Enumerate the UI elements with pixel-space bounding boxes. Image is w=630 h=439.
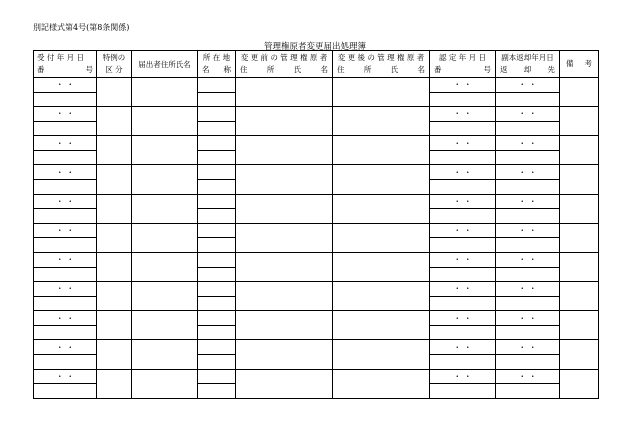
header-remarks (560, 51, 599, 78)
header-location-l1: 所 在 地 (202, 53, 231, 62)
header-after-change (333, 51, 430, 78)
certification-date-cell-lower[interactable] (430, 296, 496, 311)
certification-date-cell[interactable]: ・ ・ (430, 340, 496, 355)
special-category-cell[interactable] (97, 252, 132, 281)
after-change-cell[interactable] (333, 78, 430, 107)
entry-row (34, 369, 599, 384)
location-cell[interactable] (198, 282, 236, 297)
special-category-cell[interactable] (97, 369, 132, 398)
after-change-cell[interactable] (333, 252, 430, 281)
notifier-cell[interactable] (132, 107, 198, 136)
entry-row (34, 78, 599, 93)
location-cell-lower[interactable] (198, 325, 236, 340)
special-category-cell[interactable] (97, 136, 132, 165)
certification-date-cell-lower[interactable] (430, 180, 496, 195)
header-cert-l1: 認 定 年 月 日 (438, 53, 487, 62)
copy-return-date-cell[interactable]: ・ ・ (496, 282, 560, 297)
location-cell-lower[interactable] (198, 180, 236, 195)
before-change-cell[interactable] (236, 369, 333, 398)
receipt-date-cell-lower[interactable] (34, 92, 97, 107)
special-category-cell[interactable] (97, 107, 132, 136)
location-cell[interactable] (198, 165, 236, 180)
ledger-body (34, 78, 599, 399)
special-category-cell[interactable] (97, 282, 132, 311)
receipt-date-cell-lower[interactable] (34, 325, 97, 340)
header-receipt-date: 受 付 年 月 日 (37, 53, 85, 62)
copy-return-date-cell[interactable]: ・ ・ (496, 311, 560, 326)
copy-return-date-cell-lower[interactable] (496, 150, 560, 165)
header-return-c: 先 (547, 65, 555, 74)
entry-row (34, 136, 599, 151)
receipt-date-cell-lower[interactable] (34, 384, 97, 399)
certification-date-cell[interactable]: ・ ・ (430, 223, 496, 238)
certification-date-cell[interactable]: ・ ・ (430, 369, 496, 384)
before-change-cell[interactable] (236, 311, 333, 340)
receipt-date-cell-lower[interactable] (34, 267, 97, 282)
location-cell[interactable] (198, 252, 236, 267)
copy-return-date-cell-lower[interactable] (496, 180, 560, 195)
header-receipt-no-a: 番 (37, 65, 45, 74)
header-before-change (236, 51, 333, 78)
certification-date-cell-lower[interactable] (430, 384, 496, 399)
receipt-date-cell[interactable]: ・ ・ (34, 136, 97, 151)
header-cert-a: 番 (434, 65, 442, 74)
page-title: 管理権原者変更届出処理簿 (263, 42, 366, 52)
receipt-date-cell-lower[interactable] (34, 180, 97, 195)
copy-return-date-cell-lower[interactable] (496, 296, 560, 311)
receipt-date-cell-lower[interactable] (34, 296, 97, 311)
before-change-cell[interactable] (236, 340, 333, 369)
remarks-cell[interactable] (560, 252, 599, 281)
remarks-cell[interactable] (560, 165, 599, 194)
receipt-date-cell[interactable]: ・ ・ (34, 282, 97, 297)
certification-date-cell[interactable]: ・ ・ (430, 78, 496, 93)
location-cell-lower[interactable] (198, 267, 236, 282)
header-after-l1: 変 更 後 の 管 理 権 原 者 (337, 53, 425, 62)
certification-date-cell-lower[interactable] (430, 267, 496, 282)
certification-date-cell-lower[interactable] (430, 209, 496, 224)
certification-date-cell[interactable]: ・ ・ (430, 311, 496, 326)
certification-date-cell[interactable]: ・ ・ (430, 252, 496, 267)
certification-date-cell-lower[interactable] (430, 150, 496, 165)
location-cell[interactable] (198, 136, 236, 151)
header-before-c: 氏 (293, 65, 302, 74)
receipt-date-cell-lower[interactable] (34, 238, 97, 253)
remarks-cell[interactable] (560, 78, 599, 107)
copy-return-date-cell-lower[interactable] (496, 325, 560, 340)
header-remarks-b: 考 (584, 59, 592, 68)
header-before-l1: 変 更 前 の 管 理 権 原 者 (240, 53, 328, 62)
certification-date-cell-lower[interactable] (430, 325, 496, 340)
header-after-c: 氏 (390, 65, 399, 74)
notifier-cell[interactable] (132, 78, 198, 107)
certification-date-cell[interactable]: ・ ・ (430, 282, 496, 297)
header-before-a: 住 (240, 65, 248, 74)
location-cell[interactable] (198, 223, 236, 238)
header-after-b: 所 (363, 65, 372, 74)
copy-return-date-cell-lower[interactable] (496, 384, 560, 399)
receipt-date-cell[interactable]: ・ ・ (34, 252, 97, 267)
entry-row (34, 223, 599, 238)
receipt-date-cell[interactable]: ・ ・ (34, 78, 97, 93)
after-change-cell[interactable] (333, 165, 430, 194)
location-cell-lower[interactable] (198, 150, 236, 165)
copy-return-date-cell[interactable]: ・ ・ (496, 194, 560, 209)
receipt-date-cell[interactable]: ・ ・ (34, 369, 97, 384)
header-cert-b: 号 (483, 65, 491, 74)
certification-date-cell-lower[interactable] (430, 121, 496, 136)
header-notifier-label: 届出者住所氏名 (138, 60, 191, 69)
location-cell-lower[interactable] (198, 384, 236, 399)
location-cell[interactable] (198, 369, 236, 384)
notifier-cell[interactable] (132, 252, 198, 281)
notifier-cell[interactable] (132, 311, 198, 340)
copy-return-date-cell[interactable]: ・ ・ (496, 252, 560, 267)
after-change-cell[interactable] (333, 340, 430, 369)
header-before-b: 所 (266, 65, 275, 74)
header-receipt (34, 51, 97, 78)
after-change-cell[interactable] (333, 136, 430, 165)
location-cell-lower[interactable] (198, 238, 236, 253)
certification-date-cell[interactable]: ・ ・ (430, 107, 496, 122)
receipt-date-cell[interactable]: ・ ・ (34, 311, 97, 326)
certification-date-cell-lower[interactable] (430, 238, 496, 253)
copy-return-date-cell[interactable]: ・ ・ (496, 223, 560, 238)
notifier-cell[interactable] (132, 194, 198, 223)
header-return-b: 却 (523, 65, 532, 74)
copy-return-date-cell[interactable]: ・ ・ (496, 369, 560, 384)
copy-return-date-cell-lower[interactable] (496, 238, 560, 253)
header-return-l1: 副本返却年月日 (501, 53, 554, 62)
notifier-cell[interactable] (132, 165, 198, 194)
location-cell[interactable] (198, 340, 236, 355)
receipt-date-cell-lower[interactable] (34, 150, 97, 165)
after-change-cell[interactable] (333, 311, 430, 340)
special-category-cell[interactable] (97, 194, 132, 223)
copy-return-date-cell-lower[interactable] (496, 354, 560, 369)
receipt-date-cell[interactable]: ・ ・ (34, 194, 97, 209)
location-cell-lower[interactable] (198, 121, 236, 136)
special-category-cell[interactable] (97, 78, 132, 107)
before-change-cell[interactable] (236, 223, 333, 252)
before-change-cell[interactable] (236, 165, 333, 194)
copy-return-date-cell[interactable]: ・ ・ (496, 165, 560, 180)
header-special-l2: 区 分 (105, 65, 123, 74)
receipt-date-cell-lower[interactable] (34, 209, 97, 224)
header-receipt-no-b: 号 (85, 65, 93, 74)
certification-date-cell-lower[interactable] (430, 354, 496, 369)
copy-return-date-cell-lower[interactable] (496, 92, 560, 107)
entry-row (34, 194, 599, 209)
notifier-cell[interactable] (132, 340, 198, 369)
before-change-cell[interactable] (236, 282, 333, 311)
header-remarks-a: 備 (566, 59, 574, 68)
receipt-date-cell[interactable]: ・ ・ (34, 223, 97, 238)
entry-row (34, 311, 599, 326)
header-after-d: 名 (417, 65, 425, 74)
header-return-a: 返 (500, 65, 508, 74)
copy-return-date-cell[interactable]: ・ ・ (496, 78, 560, 93)
receipt-date-cell[interactable]: ・ ・ (34, 107, 97, 122)
location-cell-lower[interactable] (198, 296, 236, 311)
remarks-cell[interactable] (560, 282, 599, 311)
special-category-cell[interactable] (97, 340, 132, 369)
location-cell-lower[interactable] (198, 92, 236, 107)
header-location-name-a: 名 (202, 65, 210, 74)
location-cell[interactable] (198, 78, 236, 93)
location-cell-lower[interactable] (198, 209, 236, 224)
entry-row (34, 340, 599, 355)
copy-return-date-cell-lower[interactable] (496, 267, 560, 282)
special-category-cell[interactable] (97, 223, 132, 252)
receipt-date-cell-lower[interactable] (34, 354, 97, 369)
remarks-cell[interactable] (560, 311, 599, 340)
remarks-cell[interactable] (560, 369, 599, 398)
before-change-cell[interactable] (236, 136, 333, 165)
header-after-a: 住 (337, 65, 345, 74)
entry-row (34, 252, 599, 267)
remarks-cell[interactable] (560, 107, 599, 136)
header-row (34, 51, 599, 78)
certification-date-cell[interactable]: ・ ・ (430, 136, 496, 151)
entry-row (34, 165, 599, 180)
header-special-category (97, 51, 132, 78)
certification-date-cell-lower[interactable] (430, 92, 496, 107)
header-copy-return (496, 51, 560, 78)
location-cell[interactable] (198, 194, 236, 209)
certification-date-cell[interactable]: ・ ・ (430, 165, 496, 180)
special-category-cell[interactable] (97, 165, 132, 194)
header-location (198, 51, 236, 78)
header-notifier (132, 51, 198, 78)
header-before-d: 名 (320, 65, 328, 74)
after-change-cell[interactable] (333, 223, 430, 252)
receipt-date-cell[interactable]: ・ ・ (34, 340, 97, 355)
header-certification (430, 51, 496, 78)
special-category-cell[interactable] (97, 311, 132, 340)
copy-return-date-cell-lower[interactable] (496, 209, 560, 224)
header-special-l1: 特例の (102, 53, 126, 62)
after-change-cell[interactable] (333, 107, 430, 136)
receipt-date-cell-lower[interactable] (34, 121, 97, 136)
copy-return-date-cell[interactable]: ・ ・ (496, 136, 560, 151)
copy-return-date-cell[interactable]: ・ ・ (496, 340, 560, 355)
notifier-cell[interactable] (132, 369, 198, 398)
before-change-cell[interactable] (236, 252, 333, 281)
notifier-cell[interactable] (132, 136, 198, 165)
copy-return-date-cell[interactable]: ・ ・ (496, 107, 560, 122)
location-cell[interactable] (198, 107, 236, 122)
header-location-name-b: 称 (223, 65, 231, 74)
ledger-table (33, 50, 599, 399)
before-change-cell[interactable] (236, 78, 333, 107)
notifier-cell[interactable] (132, 223, 198, 252)
before-change-cell[interactable] (236, 107, 333, 136)
entry-row (34, 282, 599, 297)
notifier-cell[interactable] (132, 282, 198, 311)
remarks-cell[interactable] (560, 223, 599, 252)
before-change-cell[interactable] (236, 194, 333, 223)
entry-row (34, 107, 599, 122)
copy-return-date-cell-lower[interactable] (496, 121, 560, 136)
after-change-cell[interactable] (333, 194, 430, 223)
after-change-cell[interactable] (333, 282, 430, 311)
receipt-date-cell[interactable]: ・ ・ (34, 165, 97, 180)
remarks-cell[interactable] (560, 194, 599, 223)
remarks-cell[interactable] (560, 340, 599, 369)
after-change-cell[interactable] (333, 369, 430, 398)
location-cell-lower[interactable] (198, 354, 236, 369)
remarks-cell[interactable] (560, 136, 599, 165)
form-caption: 別記様式第4号(第8条関係) (33, 23, 130, 32)
location-cell[interactable] (198, 311, 236, 326)
certification-date-cell[interactable]: ・ ・ (430, 194, 496, 209)
